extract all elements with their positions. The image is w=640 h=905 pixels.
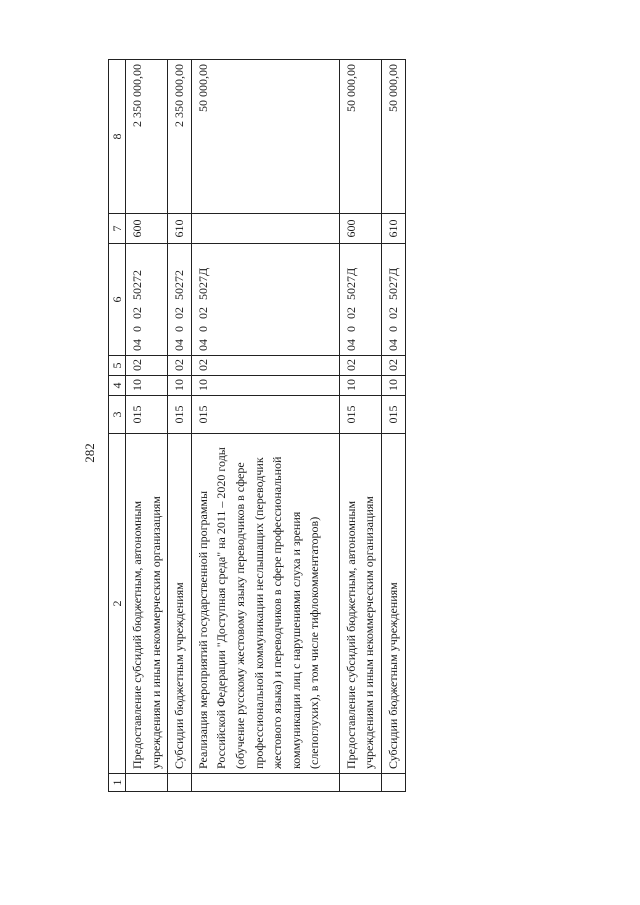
- row-description: Предоставление субсидий бюджетным, автономным учреждениям и иным некоммерческим организациям: [339, 434, 381, 774]
- row-expense-type: [191, 214, 339, 244]
- header-col-1: 1: [109, 774, 126, 792]
- row-index-cell: [191, 774, 339, 792]
- rotated-budget-sheet: [108, 60, 400, 792]
- header-col-8: 8: [109, 60, 126, 214]
- row-section-code: 10: [168, 376, 192, 396]
- row-subsection-code: 02: [381, 356, 405, 376]
- row-index-cell: [381, 774, 405, 792]
- row-target-article: 04 0 02 5027Д: [339, 244, 381, 356]
- header-col-3: 3: [109, 396, 126, 434]
- row-ministry-code: 015: [191, 396, 339, 434]
- row-expense-type: 610: [168, 214, 192, 244]
- row-amount: 50 000,00: [339, 60, 381, 214]
- header-col-7: 7: [109, 214, 126, 244]
- row-section-code: 10: [339, 376, 381, 396]
- row-description: Субсидии бюджетным учреждениям: [381, 434, 405, 774]
- header-col-6: 6: [109, 244, 126, 356]
- row-subsection-code: 02: [191, 356, 339, 376]
- row-description: Субсидии бюджетным учреждениям: [168, 434, 192, 774]
- row-subsection-code: 02: [339, 356, 381, 376]
- header-col-4: 4: [109, 376, 126, 396]
- row-ministry-code: 015: [126, 396, 168, 434]
- header-col-2: 2: [109, 434, 126, 774]
- row-description: Предоставление субсидий бюджетным, автономным учреждениям и иным некоммерческим организациям: [126, 434, 168, 774]
- budget-table: [108, 59, 406, 792]
- table-row: [126, 60, 168, 792]
- row-target-article: 04 0 02 5027Д: [191, 244, 339, 356]
- row-section-code: 10: [191, 376, 339, 396]
- table-header-row: [109, 60, 126, 792]
- row-expense-type: 600: [339, 214, 381, 244]
- table-row: [168, 60, 192, 792]
- page-number: 282: [82, 443, 97, 463]
- row-section-code: 10: [381, 376, 405, 396]
- row-ministry-code: 015: [339, 396, 381, 434]
- row-amount: 50 000,00: [191, 60, 339, 214]
- header-col-5: 5: [109, 356, 126, 376]
- row-index-cell: [126, 774, 168, 792]
- row-description: Реализация мероприятий государственной программы Российской Федерации "Доступная среда" на 2011 – 2020 годы (обучение русскому жестовому языку переводчиков в сфере профессиональной коммуникации неслышащих (переводчик жестового языка) и переводчиков в сфере профессиональной коммуникации лиц с нарушениями слуха и зрения (слепоглухих), в том числе тифлокомментаторов): [191, 434, 339, 774]
- row-ministry-code: 015: [168, 396, 192, 434]
- row-subsection-code: 02: [126, 356, 168, 376]
- row-amount: 2 350 000,00: [126, 60, 168, 214]
- row-target-article: 04 0 02 50272: [126, 244, 168, 356]
- row-amount: 50 000,00: [381, 60, 405, 214]
- table-row: [191, 60, 339, 792]
- table-row: [381, 60, 405, 792]
- row-ministry-code: 015: [381, 396, 405, 434]
- row-section-code: 10: [126, 376, 168, 396]
- row-target-article: 04 0 02 50272: [168, 244, 192, 356]
- row-subsection-code: 02: [168, 356, 192, 376]
- table-row: [339, 60, 381, 792]
- row-expense-type: 610: [381, 214, 405, 244]
- row-index-cell: [339, 774, 381, 792]
- row-expense-type: 600: [126, 214, 168, 244]
- row-amount: 2 350 000,00: [168, 60, 192, 214]
- row-index-cell: [168, 774, 192, 792]
- row-target-article: 04 0 02 5027Д: [381, 244, 405, 356]
